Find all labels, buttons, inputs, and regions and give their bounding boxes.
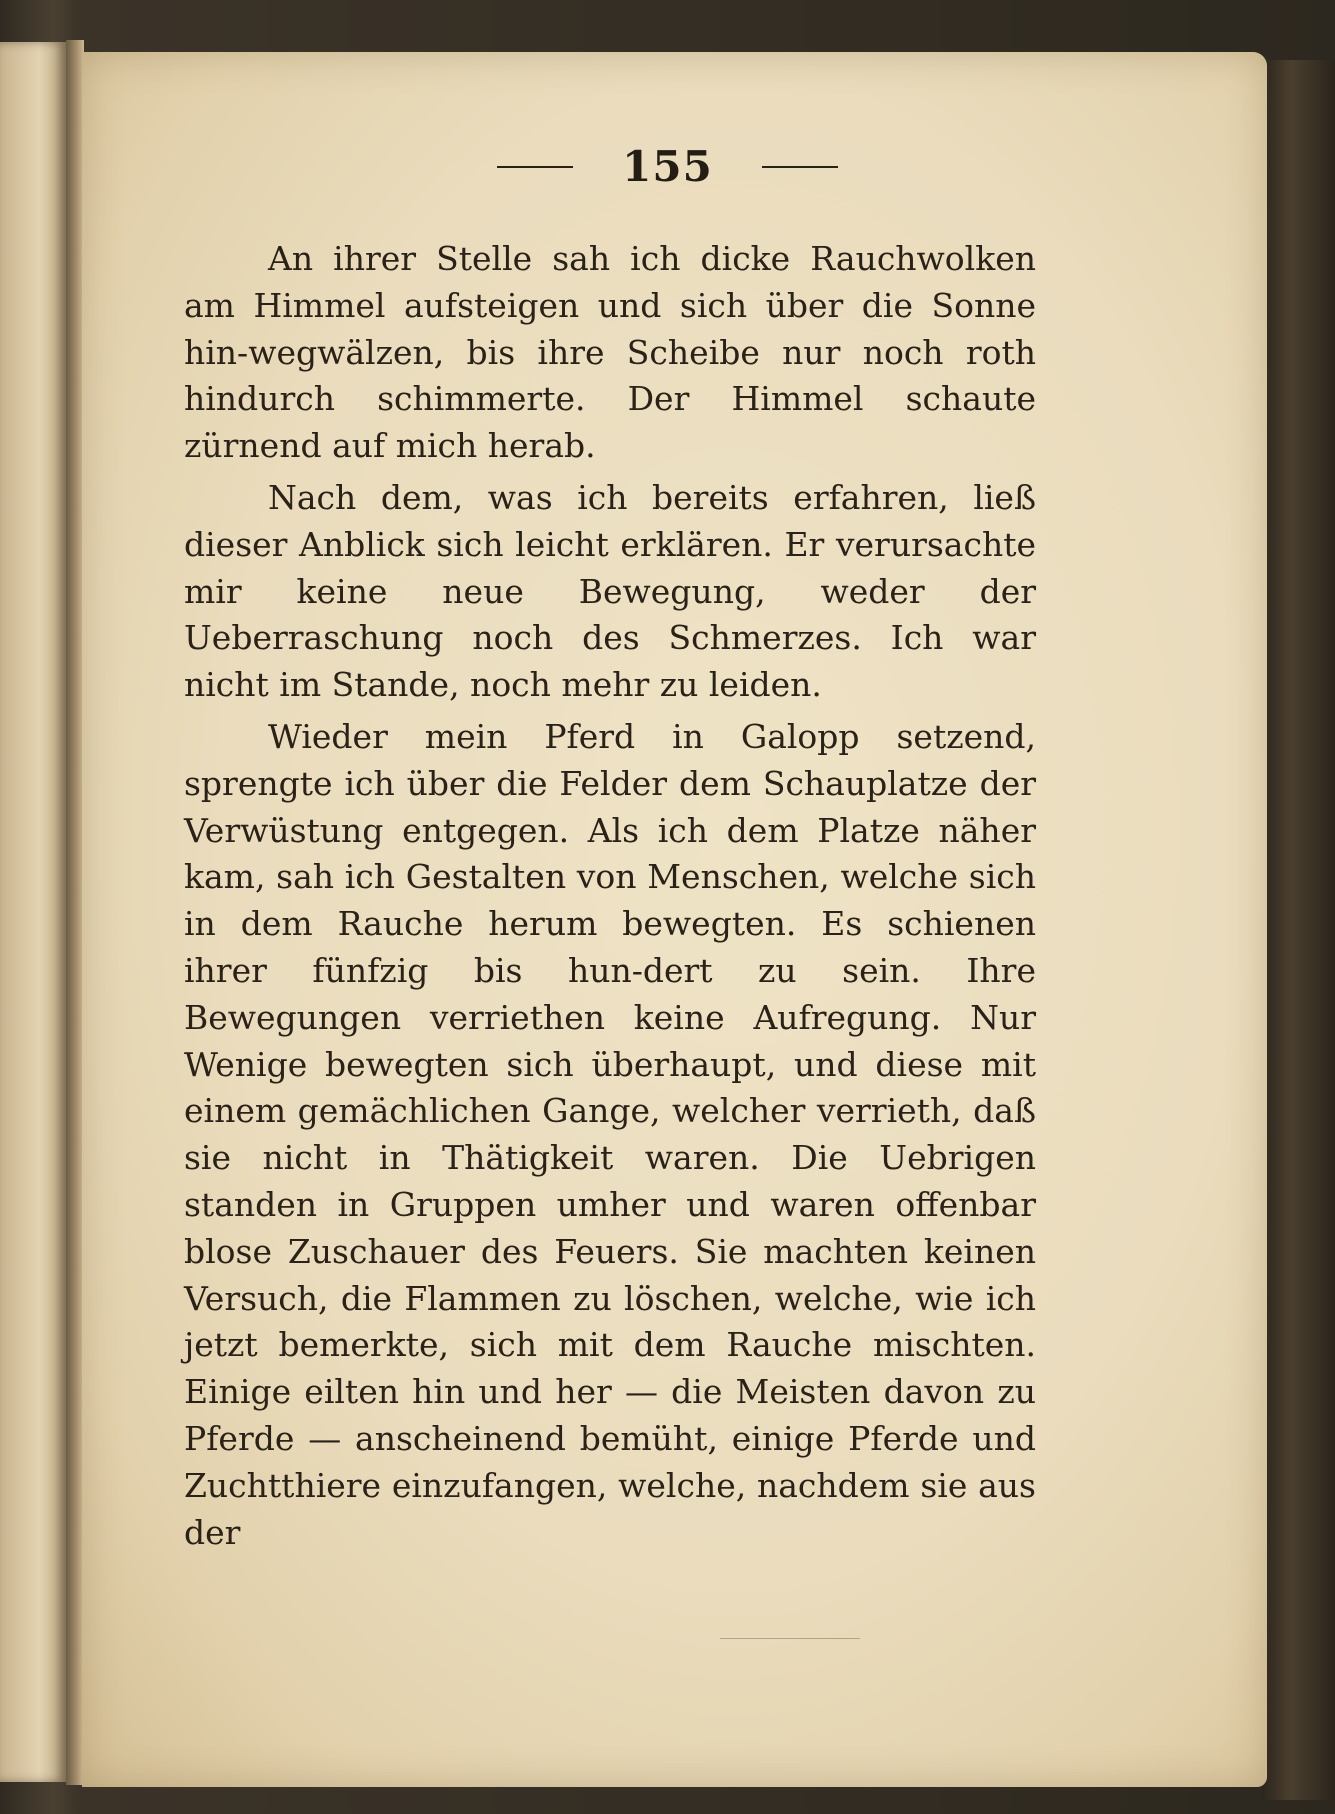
paragraph: Nach dem, was ich bereits erfahren, ließ dieser Anblick sich leicht erklären. Er verursachte mir keine neue Bewegung, weder der Ueberraschung noch des Schmerzes. Ich war nicht im Stande, noch mehr zu leiden. (184, 477, 1036, 705)
header-rule-right (762, 166, 838, 168)
paragraph: Wieder mein Pferd in Galopp setzend, sprengte ich über die Felder dem Schauplatze der Verwüstung entgegen. Als ich dem Platze näher kam, sah ich Gestalten von Menschen, welche sich in dem Rauche herum bewegten. Es schienen ihrer fünfzig bis hun-dert zu sein. Ihre Bewegungen verriethen keine Aufregung. Nur Wenige bewegten sich überhaupt, und diese mit einem gemächlichen Gange, welcher verrieth, daß sie nicht in Thätigkeit waren. Die Uebrigen standen in Gruppen umher und waren offenbar blose Zuschauer des Feuers. Sie machten keinen Versuch, die Flammen zu löschen, welche, wie ich jetzt bemerkte, sich mit dem Rauche mischten. Einige eilten hin und her — die Meisten davon zu Pferde — anscheinend bemüht, einige Pferde und Zuchtthiere einzufangen, welche, nachdem sie aus der (184, 716, 1036, 1552)
page-header (0, 142, 1335, 191)
page-body (184, 236, 1036, 1561)
left-page-edge (0, 42, 66, 1782)
header-rule-left (497, 166, 573, 168)
book-cover-edge (1262, 60, 1335, 1800)
paragraph: An ihrer Stelle sah ich dicke Rauchwolken am Himmel aufsteigen und sich über die Sonne hin-wegwälzen, bis ihre Scheibe nur noch roth hindurch schimmerte. Der Himmel schaute zürnend auf mich herab. (184, 239, 1036, 466)
bottom-rule (720, 1638, 860, 1639)
page-number: 155 (622, 142, 713, 191)
